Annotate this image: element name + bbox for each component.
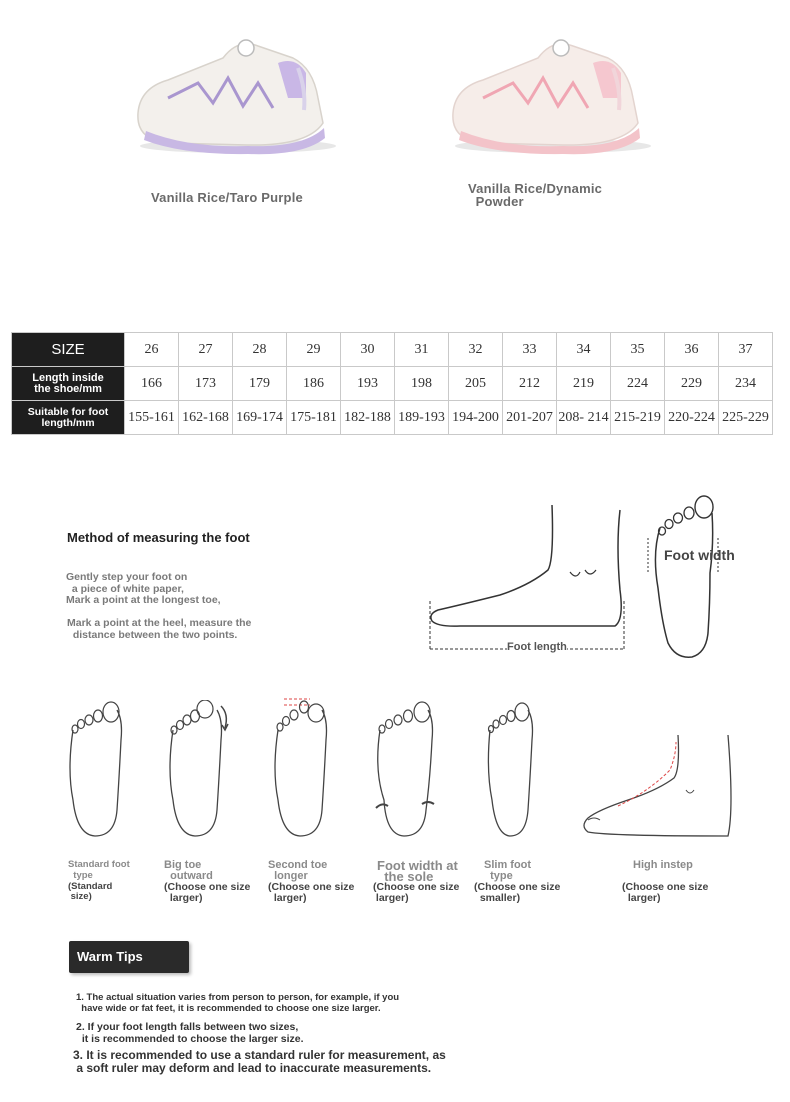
foot-length-label: Foot length (507, 641, 567, 653)
method-step-2: Mark a point at the heel, measure the distance between the two points. (67, 617, 252, 641)
foot-length-cell: 162-168 (179, 401, 233, 435)
foot-length-row (12, 401, 773, 435)
size-cell: 36 (665, 333, 719, 367)
foot-length-diagram (420, 500, 635, 660)
warm-tip-1: 1. The actual situation varies from person to person, for example, if you have wide or fat feet, it is recommended to choose one size larger. (76, 992, 400, 1014)
foot-length-cell: 225-229 (719, 401, 773, 435)
foot-length-cell: 189-193 (395, 401, 449, 435)
foot-type-advice-high-instep: (Choose one size larger) (622, 881, 709, 904)
size-cell: 37 (719, 333, 773, 367)
size-cell: 27 (179, 333, 233, 367)
foot-length-cell: 201-207 (503, 401, 557, 435)
inside-length-cell: 219 (557, 367, 611, 401)
inside-length-cell: 229 (665, 367, 719, 401)
size-cell: 26 (125, 333, 179, 367)
foot-type-wide-sole-diagram (372, 700, 442, 840)
inside-length-header: Length inside the shoe/mm (12, 367, 125, 401)
foot-type-advice-big-toe: (Choose one size larger) (164, 881, 251, 904)
inside-length-row (12, 367, 773, 401)
inside-length-cell: 166 (125, 367, 179, 401)
foot-type-advice-wide-sole: (Choose one size larger) (373, 881, 460, 904)
inside-length-cell: 205 (449, 367, 503, 401)
foot-type-title-slim: Slim foot type (484, 859, 532, 882)
color-label-pink: Vanilla Rice/Dynamic Powder (468, 181, 603, 209)
foot-type-second-toe-diagram (270, 695, 335, 840)
foot-type-title-second-toe: Second toe longer (268, 859, 328, 882)
size-cell: 35 (611, 333, 665, 367)
foot-length-cell: 155-161 (125, 401, 179, 435)
size-cell: 33 (503, 333, 557, 367)
foot-length-header: Suitable for foot length/mm (12, 401, 125, 435)
size-row (12, 333, 773, 367)
color-label-purple: Vanilla Rice/Taro Purple (151, 190, 303, 205)
method-title: Method of measuring the foot (67, 530, 250, 545)
foot-type-title-standard: Standard foot type (68, 859, 130, 881)
inside-length-cell: 173 (179, 367, 233, 401)
foot-length-cell: 220-224 (665, 401, 719, 435)
warm-tips-badge: Warm Tips (69, 941, 189, 973)
foot-type-title-big-toe: Big toe outward (164, 859, 213, 882)
foot-type-title-high-instep: High instep (633, 859, 693, 871)
warm-tip-2: 2. If your foot length falls between two sizes, it is recommended to choose the larger size. (76, 1021, 304, 1045)
foot-length-cell: 169-174 (233, 401, 287, 435)
foot-type-standard-diagram (65, 700, 130, 840)
foot-length-cell: 175-181 (287, 401, 341, 435)
foot-type-title-wide-sole: Foot width at the sole (377, 858, 458, 884)
inside-length-cell: 179 (233, 367, 287, 401)
foot-type-slim-diagram (482, 700, 542, 840)
size-cell: 34 (557, 333, 611, 367)
inside-length-cell: 198 (395, 367, 449, 401)
inside-length-cell: 234 (719, 367, 773, 401)
foot-type-advice-slim: (Choose one size smaller) (474, 881, 561, 904)
foot-length-cell: 215-219 (611, 401, 665, 435)
size-cell: 28 (233, 333, 287, 367)
foot-length-cell: 182-188 (341, 401, 395, 435)
foot-type-advice-second-toe: (Choose one size larger) (268, 881, 355, 904)
shoe-image-purple (128, 28, 343, 158)
size-cell: 32 (449, 333, 503, 367)
size-cell: 30 (341, 333, 395, 367)
foot-width-label: Foot width (664, 547, 735, 563)
foot-length-cell: 208- 214 (557, 401, 611, 435)
size-table (11, 332, 773, 435)
size-header: SIZE (12, 333, 125, 367)
foot-type-big-toe-diagram (165, 700, 235, 840)
foot-length-cell: 194-200 (449, 401, 503, 435)
size-cell: 31 (395, 333, 449, 367)
foot-width-diagram (640, 493, 730, 663)
inside-length-cell: 193 (341, 367, 395, 401)
inside-length-cell: 224 (611, 367, 665, 401)
inside-length-cell: 212 (503, 367, 557, 401)
foot-type-high-instep-diagram (578, 730, 738, 840)
foot-type-advice-standard: (Standard size) (68, 881, 113, 902)
method-step-1: Gently step your foot on a piece of white paper, Mark a point at the longest toe, (66, 571, 221, 606)
inside-length-cell: 186 (287, 367, 341, 401)
warm-tip-3: 3. It is recommended to use a standard ruler for measurement, as a soft ruler may deform and lead to inaccurate measurements. (73, 1048, 446, 1075)
shoe-image-pink (443, 28, 658, 158)
size-cell: 29 (287, 333, 341, 367)
